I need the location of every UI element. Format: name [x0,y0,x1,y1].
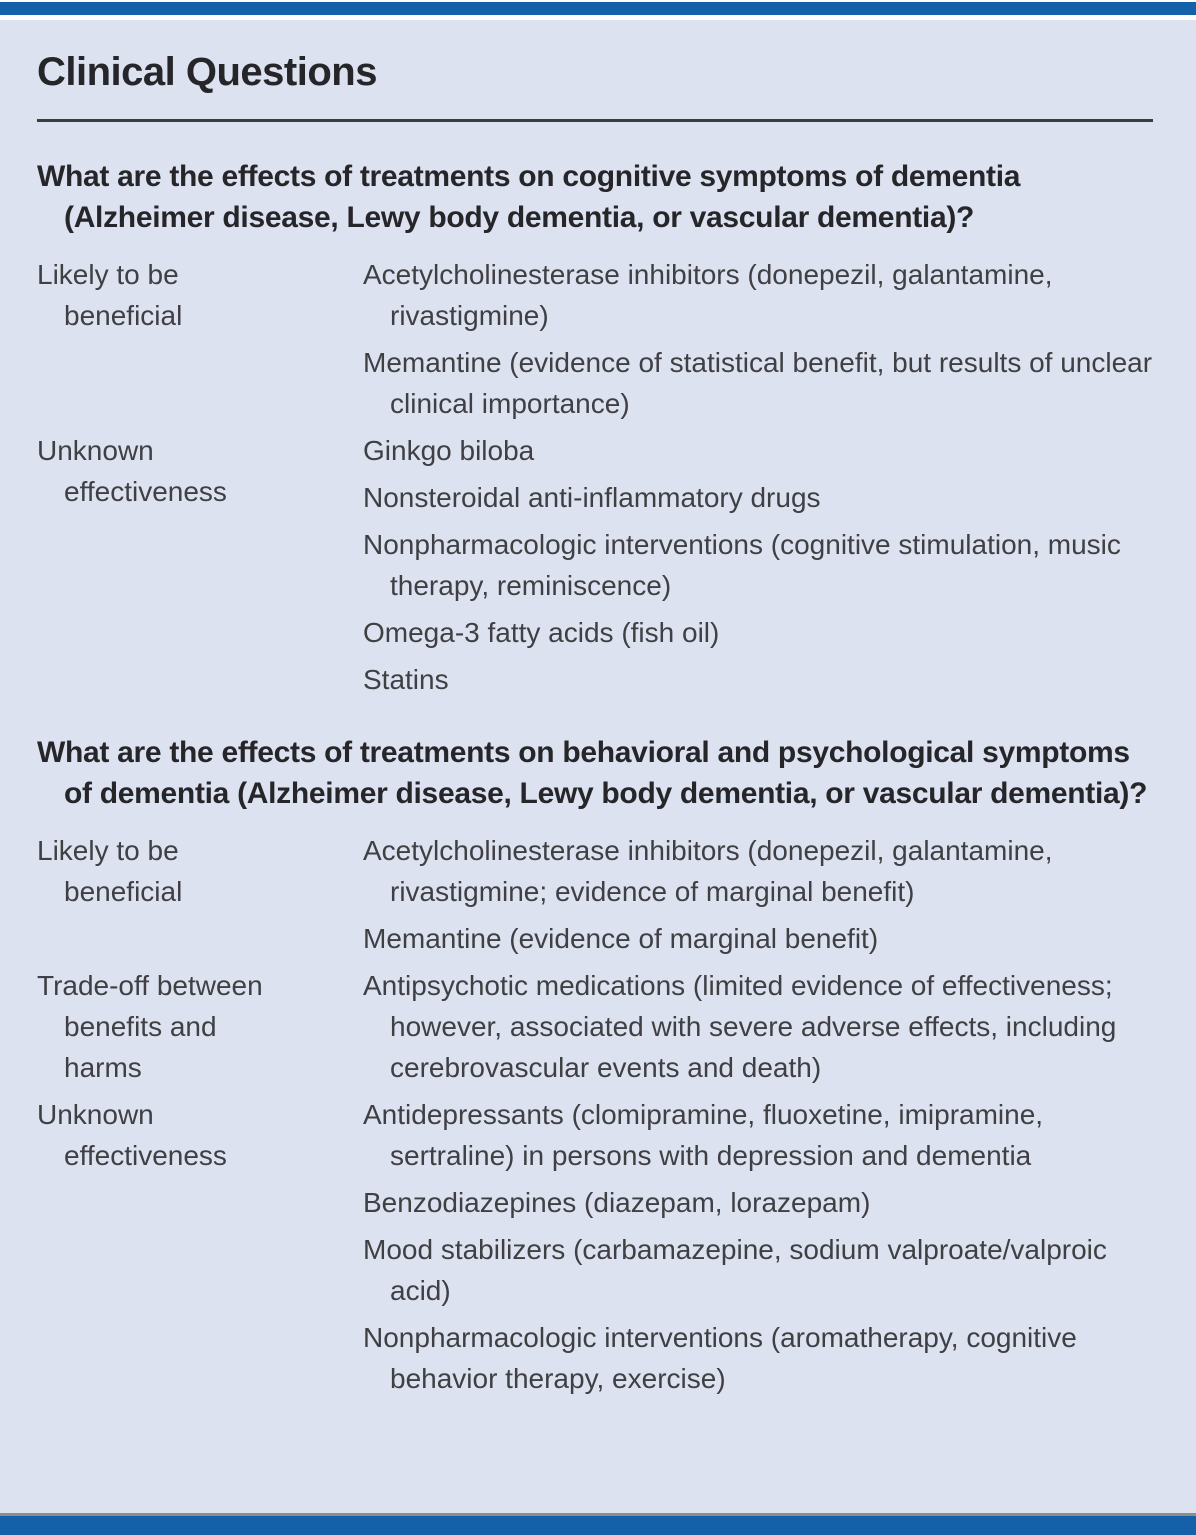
treatment-item: Benzodiazepines (diazepam, lorazepam) [363,1187,871,1218]
treatment-item: Antipsychotic medications (limited evidence of effectiveness; however, associated with severe adverse effects, including cerebrovascular events and death) [363,970,1117,1083]
category-label: Trade-off between benefits and harms [37,970,263,1083]
category-row [37,965,1156,1094]
treatment-item: Memantine (evidence of marginal benefit) [363,923,879,954]
treatment-item: Mood stabilizers (carbamazepine, sodium valproate/valproic acid) [363,1234,1107,1306]
treatment-item: Omega-3 fatty acids (fish oil) [363,617,720,648]
treatment-list [363,430,1156,706]
category-row [37,830,1156,965]
treatment-list [363,965,1156,1094]
treatment-list [363,254,1156,430]
question-heading: What are the effects of treatments on behavioral and psychological symptoms of dementia (Alzheimer disease, Lewy body dementia, or vascular dementia)? [37,736,1148,810]
treatment-list [363,830,1156,965]
title-rule [37,119,1153,122]
treatment-item: Memantine (evidence of statistical benefit, but results of unclear clinical importance) [363,347,1153,419]
treatment-item: Acetylcholinesterase inhibitors (donepezil, galantamine, rivastigmine) [363,259,1053,331]
question-section [37,156,1156,706]
category-label: Unknown effectiveness [37,435,227,507]
treatment-item: Statins [363,664,449,695]
treatment-item: Nonpharmacologic interventions (aromatherapy, cognitive behavior therapy, exercise) [363,1322,1077,1394]
top-blue-bar [0,2,1196,15]
question-heading: What are the effects of treatments on cognitive symptoms of dementia (Alzheimer disease, Lewy body dementia, or vascular dementia)? [37,160,1021,234]
category-label: Likely to be beneficial [37,835,183,907]
treatment-item: Nonpharmacologic interventions (cognitive stimulation, music therapy, reminiscence) [363,529,1121,601]
panel-content [0,51,1196,1405]
clinical-questions-panel [0,20,1196,1513]
treatment-item: Antidepressants (clomipramine, fluoxetine, imipramine, sertraline) in persons with depression and dementia [363,1099,1044,1171]
treatment-item: Nonsteroidal anti-inflammatory drugs [363,482,821,513]
page-title: Clinical Questions [37,50,377,94]
treatment-list [363,1094,1156,1405]
treatment-item: Ginkgo biloba [363,435,535,466]
question-section [37,732,1156,1405]
category-label: Unknown effectiveness [37,1099,227,1171]
category-label: Likely to be beneficial [37,259,183,331]
sections-container [37,156,1156,1405]
treatment-item: Acetylcholinesterase inhibitors (donepezil, galantamine, rivastigmine; evidence of marginal benefit) [363,835,1053,907]
category-row [37,254,1156,430]
category-row [37,430,1156,706]
bottom-blue-bar [0,1516,1196,1535]
category-row [37,1094,1156,1405]
